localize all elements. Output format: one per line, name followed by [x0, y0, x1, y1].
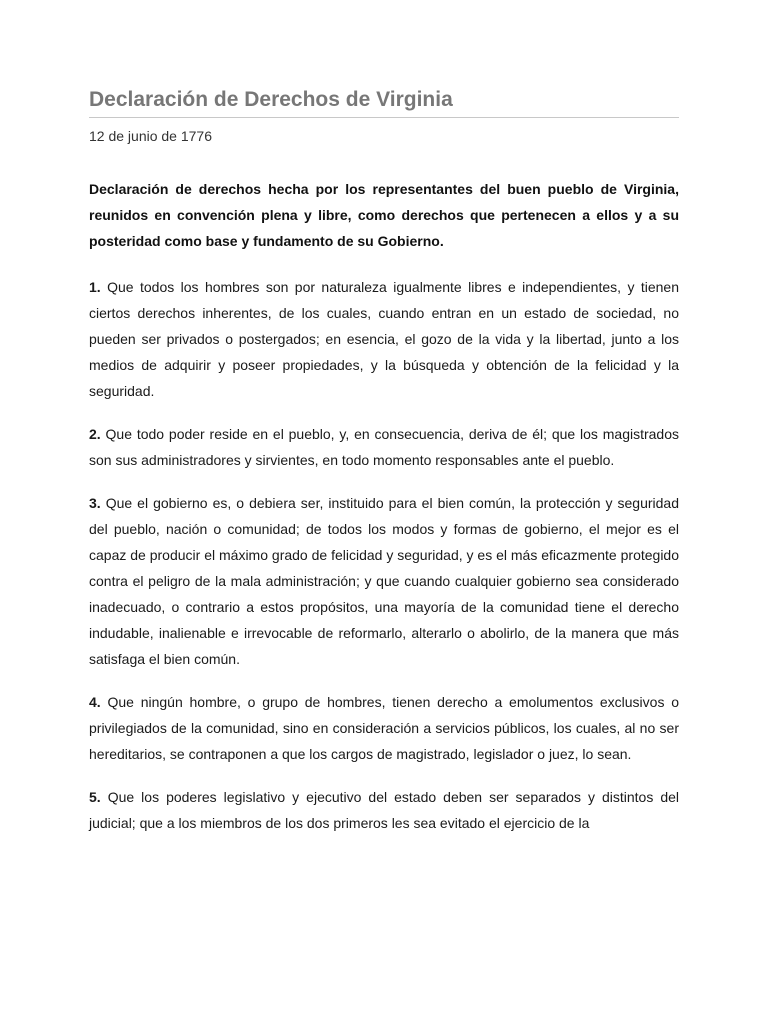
- article-number: 5.: [89, 789, 101, 805]
- document-page: [89, 86, 679, 836]
- article-text: Que ningún hombre, o grupo de hombres, tienen derecho a emolumentos exclusivos o privilegiados de la comunidad, sino en consideración a servicios públicos, los cuales, al no ser hereditarios, se contraponen a que los cargos de magistrado, legislador o juez, lo sean.: [89, 694, 680, 762]
- article-2: [89, 421, 679, 473]
- article-number: 3.: [89, 495, 101, 511]
- article-text: Que todos los hombres son por naturaleza igualmente libres e independientes, y tienen ciertos derechos inherentes, de los cuales, cuando entran en un estado de sociedad, no pueden ser privados o postergados; en esencia, el gozo de la vida y la libertad, junto a los medios de adquirir y poseer propiedades, y la búsqueda y obtención de la felicidad y la seguridad.: [89, 279, 679, 399]
- preamble-paragraph: Declaración de derechos hecha por los representantes del buen pueblo de Virginia, reunidos en convención plena y libre, como derechos que pertenecen a ellos y a su posteridad como base y fundamento de su Gobierno.: [89, 181, 679, 249]
- article-4: [89, 689, 679, 767]
- article-number: 4.: [89, 694, 101, 710]
- articles-list: [89, 274, 679, 836]
- article-number: 2.: [89, 426, 101, 442]
- article-3: [89, 490, 679, 672]
- article-text: Que todo poder reside en el pueblo, y, en consecuencia, deriva de él; que los magistrados son sus administradores y sirvientes, en todo momento responsables ante el pueblo.: [89, 426, 679, 468]
- article-text: Que el gobierno es, o debiera ser, instituido para el bien común, la protección y seguridad del pueblo, nación o comunidad; de todos los modos y formas de gobierno, el mejor es el capaz de producir el máximo grado de felicidad y seguridad, y es el más eficazmente protegido contra el peligro de la mala administración; y que cuando cualquier gobierno sea considerado inadecuado, o contrario a estos propósitos, una mayoría de la comunidad tiene el derecho indudable, inalienable e irrevocable de reformarlo, alterarlo o abolirlo, de la manera que más satisfaga el bien común.: [89, 495, 680, 667]
- document-title: Declaración de Derechos de Virginia: [89, 86, 679, 118]
- article-number: 1.: [89, 279, 101, 295]
- document-date: 12 de junio de 1776: [89, 128, 212, 144]
- article-1: [89, 274, 679, 404]
- article-5: [89, 784, 679, 836]
- article-text: Que los poderes legislativo y ejecutivo del estado deben ser separados y distintos del judicial; que a los miembros de los dos primeros les sea evitado el ejercicio de la: [89, 789, 680, 831]
